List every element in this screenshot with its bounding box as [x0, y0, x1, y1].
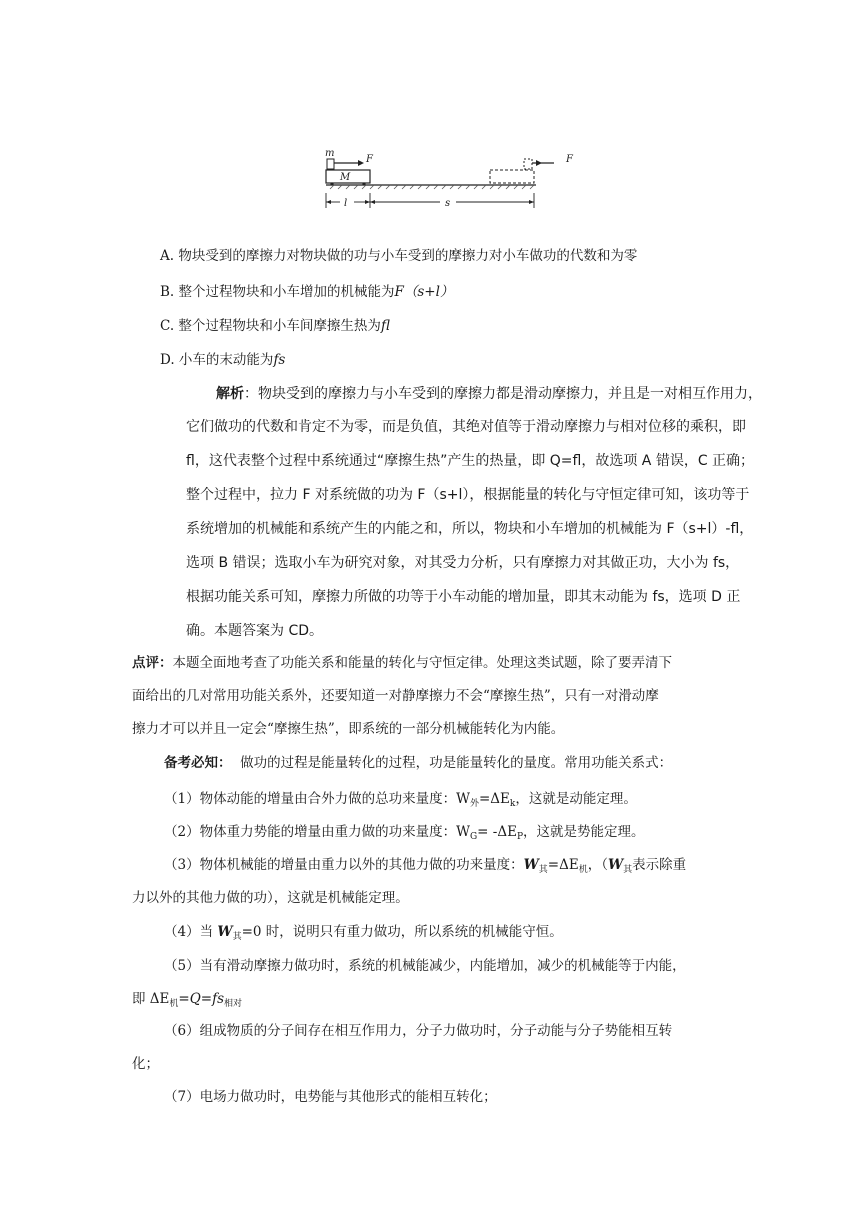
label-l: l [344, 198, 348, 209]
comment-line-3: 擦力才可以并且一定会“摩擦生热”，即系统的一部分机械能转化为内能。 [132, 721, 565, 737]
option-a: A. 物块受到的摩擦力对物块做的功与小车受到的摩擦力对小车做功的代数和为零 [160, 248, 638, 264]
block-cart-diagram [322, 146, 573, 216]
option-d [160, 350, 285, 370]
note-3-post: 表示除重 [632, 857, 687, 873]
note-3-mid: =ΔE [547, 857, 579, 873]
note-5-cont-pre: 即 ΔE [132, 991, 170, 1007]
label-M: M [340, 172, 351, 183]
comment-heading: 点评： [132, 655, 173, 671]
note-4-w: W [217, 924, 233, 940]
comment-text-1: 本题全面地考查了功能关系和能量的转化与守恒定律。处理这类试题，除了要弄清下 [172, 655, 672, 671]
label-F-end: F [566, 154, 573, 165]
option-d-expr: fs [273, 352, 286, 368]
option-b [160, 282, 453, 302]
note-5-cont-mid: =Q=fs [178, 991, 225, 1007]
note-3-sub3: 其 [623, 865, 633, 875]
cart-end [490, 170, 534, 183]
block-end [524, 159, 532, 169]
note-3-sub2: 机 [578, 865, 588, 875]
analysis-line-6: 选项 B 错误；选取小车为研究对象，对其受力分析，只有摩擦力对其做正功，大小为 fs， [186, 555, 740, 571]
analysis-line-3: fl，这代表整个过程中系统通过“摩擦生热”产生的热量，即 Q=fl，故选项 A 错误，C 正确； [186, 453, 755, 469]
analysis-line-2: 它们做功的代数和肯定不为零，而是负值，其绝对值等于滑动摩擦力与相对位移的乘积，即 [186, 419, 746, 435]
note-2 [164, 822, 645, 847]
note-1 [164, 789, 637, 814]
block-start [327, 159, 334, 169]
note-2-post: ，这就是势能定理。 [523, 824, 645, 840]
note-2-pre: （2）物体重力势能的增量由重力做的功来量度：W [164, 824, 470, 840]
note-5-sub2: 相对 [224, 999, 243, 1009]
comment-line-1 [132, 653, 672, 673]
analysis-text-1: ：物块受到的摩擦力与小车受到的摩擦力都是滑动摩擦力，并且是一对相互作用力， [244, 386, 762, 402]
label-m: m [325, 148, 335, 159]
note-3-sub1: 其 [538, 865, 548, 875]
note-1-post: ，这就是动能定理。 [515, 791, 637, 807]
note-5: （5）当有滑动摩擦力做功时，系统的机械能减少，内能增加，减少的机械能等于内能， [164, 958, 686, 974]
notes-heading: 备考必知： [164, 755, 232, 771]
note-4 [164, 922, 563, 947]
analysis-line-7: 根据功能关系可知，摩擦力所做的功等于小车动能的增加量，即其末动能为 fs，选项 D 正 [186, 589, 741, 605]
note-1-sub2: k [509, 799, 516, 809]
note-1-sub1: 外 [469, 799, 479, 809]
label-s: s [445, 198, 451, 209]
note-4-sub: 其 [232, 932, 242, 942]
analysis-heading: 解析 [216, 386, 244, 402]
option-b-expr: F（s+l） [394, 284, 454, 300]
option-d-text: D. 小车的末动能为 [160, 352, 274, 368]
note-6: （6）组成物质的分子间存在相互作用力，分子力做功时，分子动能与分子势能相互转 [164, 1023, 673, 1039]
comment-line-2: 面给出的几对常用功能关系外，还要知道一对静摩擦力不会“摩擦生热”，只有一对滑动摩 [132, 688, 659, 704]
note-1-mid: =ΔE [478, 791, 510, 807]
note-7: （7）电场力做功时，电势能与其他形式的能相互转化； [164, 1089, 497, 1105]
note-3 [164, 855, 686, 880]
analysis-line-8: 确。本题答案为 CD。 [186, 623, 324, 639]
note-3-w: W [523, 857, 539, 873]
option-c-text: C. 整个过程物块和小车间摩擦生热为 [160, 318, 381, 334]
notes-intro-line [164, 753, 672, 773]
label-F-start: F [366, 154, 373, 165]
note-4-post: =0 时，说明只有重力做功，所以系统的机械能守恒。 [241, 924, 563, 940]
note-3-continued: 力以外的其他力做的功），这就是机械能定理。 [132, 890, 409, 906]
analysis-line-5: 系统增加的机械能和系统产生的内能之和，所以，物块和小车增加的机械能为 F（s+l）-fl， [186, 521, 754, 537]
note-3-w2: W [607, 857, 624, 873]
option-c [160, 316, 390, 336]
note-2-mid: = -ΔE [477, 824, 517, 840]
note-1-pre: （1）物体动能的增量由合外力做的总功来量度：W [164, 791, 470, 807]
note-5-continued [132, 989, 242, 1014]
notes-intro: 做功的过程是能量转化的过程，功是能量转化的量度。常用功能关系式： [240, 755, 673, 771]
note-4-pre: （4）当 [164, 924, 218, 940]
note-2-sub1: G [469, 832, 478, 842]
note-6-continued: 化； [132, 1056, 159, 1072]
option-c-expr: fl [380, 318, 390, 334]
note-3-pre: （3）物体机械能的增量由重力以外的其他力做的功来量度： [164, 857, 524, 873]
note-3-mid2: ，（ [587, 857, 608, 873]
note-5-sub1: 机 [169, 999, 179, 1009]
option-b-text: B. 整个过程物块和小车增加的机械能为 [160, 284, 395, 300]
note-2-sub2: P [516, 832, 524, 842]
analysis-line-1 [216, 384, 762, 404]
analysis-line-4: 整个过程中，拉力 F 对系统做的功为 F（s+l），根据能量的转化与守恒定律可知，该功等于 [186, 487, 750, 503]
